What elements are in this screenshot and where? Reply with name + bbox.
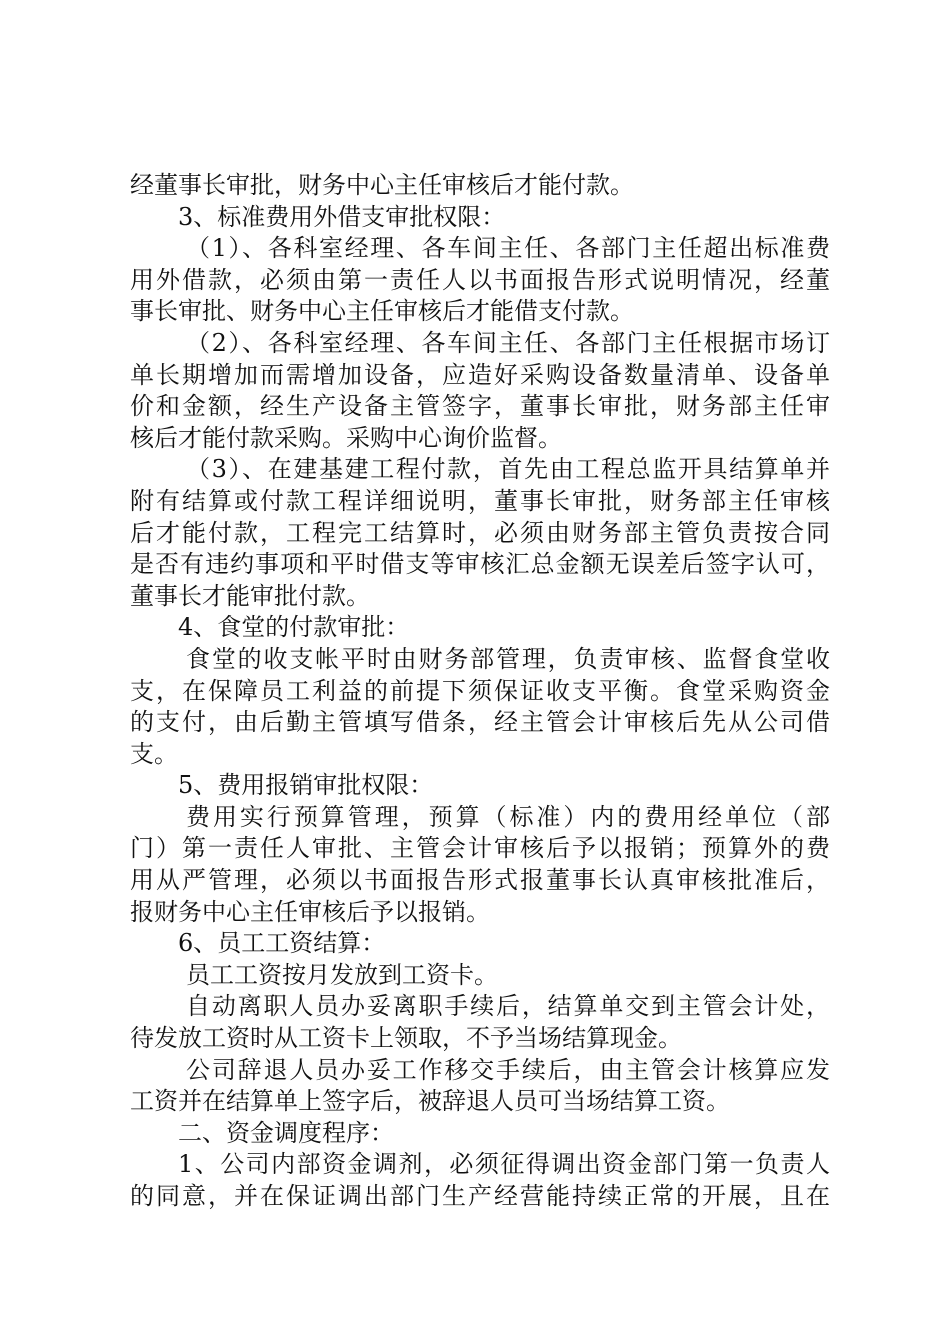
- text-line: 的同意，并在保证调出部门生产经营能持续正常的开展，且在: [130, 1182, 830, 1210]
- text-line: 用从严管理，必须以书面报告形式报董事长认真审核批准后，: [130, 866, 830, 895]
- document-body: [130, 170, 830, 1213]
- text-line: 事长审批、财务中心主任审核后才能借支付款。: [130, 297, 634, 326]
- text-line: 支。: [130, 739, 178, 768]
- text-line: 待发放工资时从工资卡上领取，不予当场结算现金。: [130, 1024, 682, 1053]
- text-line: 是否有违约事项和平时借支等审核汇总金额无误差后签字认可，: [130, 550, 830, 579]
- text-line: 1、公司内部资金调剂，必须征得调出资金部门第一负责人: [178, 1150, 830, 1179]
- text-line: （2）、各科室经理、各车间主任、各部门主任根据市场订: [186, 328, 830, 357]
- section-heading: 二、资金调度程序：: [178, 1118, 394, 1147]
- section-heading: 3、标准费用外借支审批权限：: [178, 202, 506, 231]
- section-heading: 5、费用报销审批权限：: [178, 771, 434, 800]
- section-heading: 6、员工工资结算：: [178, 929, 386, 958]
- text-line: （3）、在建基建工程付款，首先由工程总监开具结算单并: [186, 455, 830, 484]
- text-line: 价和金额，经生产设备主管签字，董事长审批，财务部主任审: [130, 392, 830, 421]
- text-line: 后才能付款，工程完工结算时，必须由财务部主管负责按合同: [130, 518, 830, 547]
- text-line: 工资并在结算单上签字后，被辞退人员可当场结算工资。: [130, 1087, 730, 1116]
- text-line: 报财务中心主任审核后予以报销。: [130, 897, 490, 926]
- text-line: 单长期增加而需增加设备，应造好采购设备数量清单、设备单: [130, 360, 830, 389]
- text-line: 自动离职人员办妥离职手续后，结算单交到主管会计处，: [186, 992, 830, 1021]
- text-line: 公司辞退人员办妥工作移交手续后，由主管会计核算应发: [186, 1055, 830, 1084]
- text-line: 用外借款，必须由第一责任人以书面报告形式说明情况，经董: [130, 265, 830, 294]
- section-heading: 4、食堂的付款审批：: [178, 613, 410, 642]
- text-line: 费用实行预算管理，预算（标准）内的费用经单位（部: [186, 802, 830, 831]
- text-line: 食堂的收支帐平时由财务部管理，负责审核、监督食堂收: [186, 644, 830, 673]
- text-line: 员工工资按月发放到工资卡。: [186, 960, 498, 989]
- text-line: 的支付，由后勤主管填写借条，经主管会计审核后先从公司借: [130, 708, 830, 737]
- text-line: 董事长才能审批付款。: [130, 581, 370, 610]
- text-line: 核后才能付款采购。采购中心询价监督。: [130, 423, 562, 452]
- text-line: 支，在保障员工利益的前提下须保证收支平衡。食堂采购资金: [130, 676, 830, 705]
- text-line: （1）、各科室经理、各车间主任、各部门主任超出标准费: [186, 234, 830, 263]
- text-line: 门）第一责任人审批、主管会计审核后予以报销；预算外的费: [130, 834, 830, 863]
- text-line: 经董事长审批，财务中心主任审核后才能付款。: [130, 171, 634, 199]
- text-line: 附有结算或付款工程详细说明，董事长审批，财务部主任审核: [130, 486, 830, 515]
